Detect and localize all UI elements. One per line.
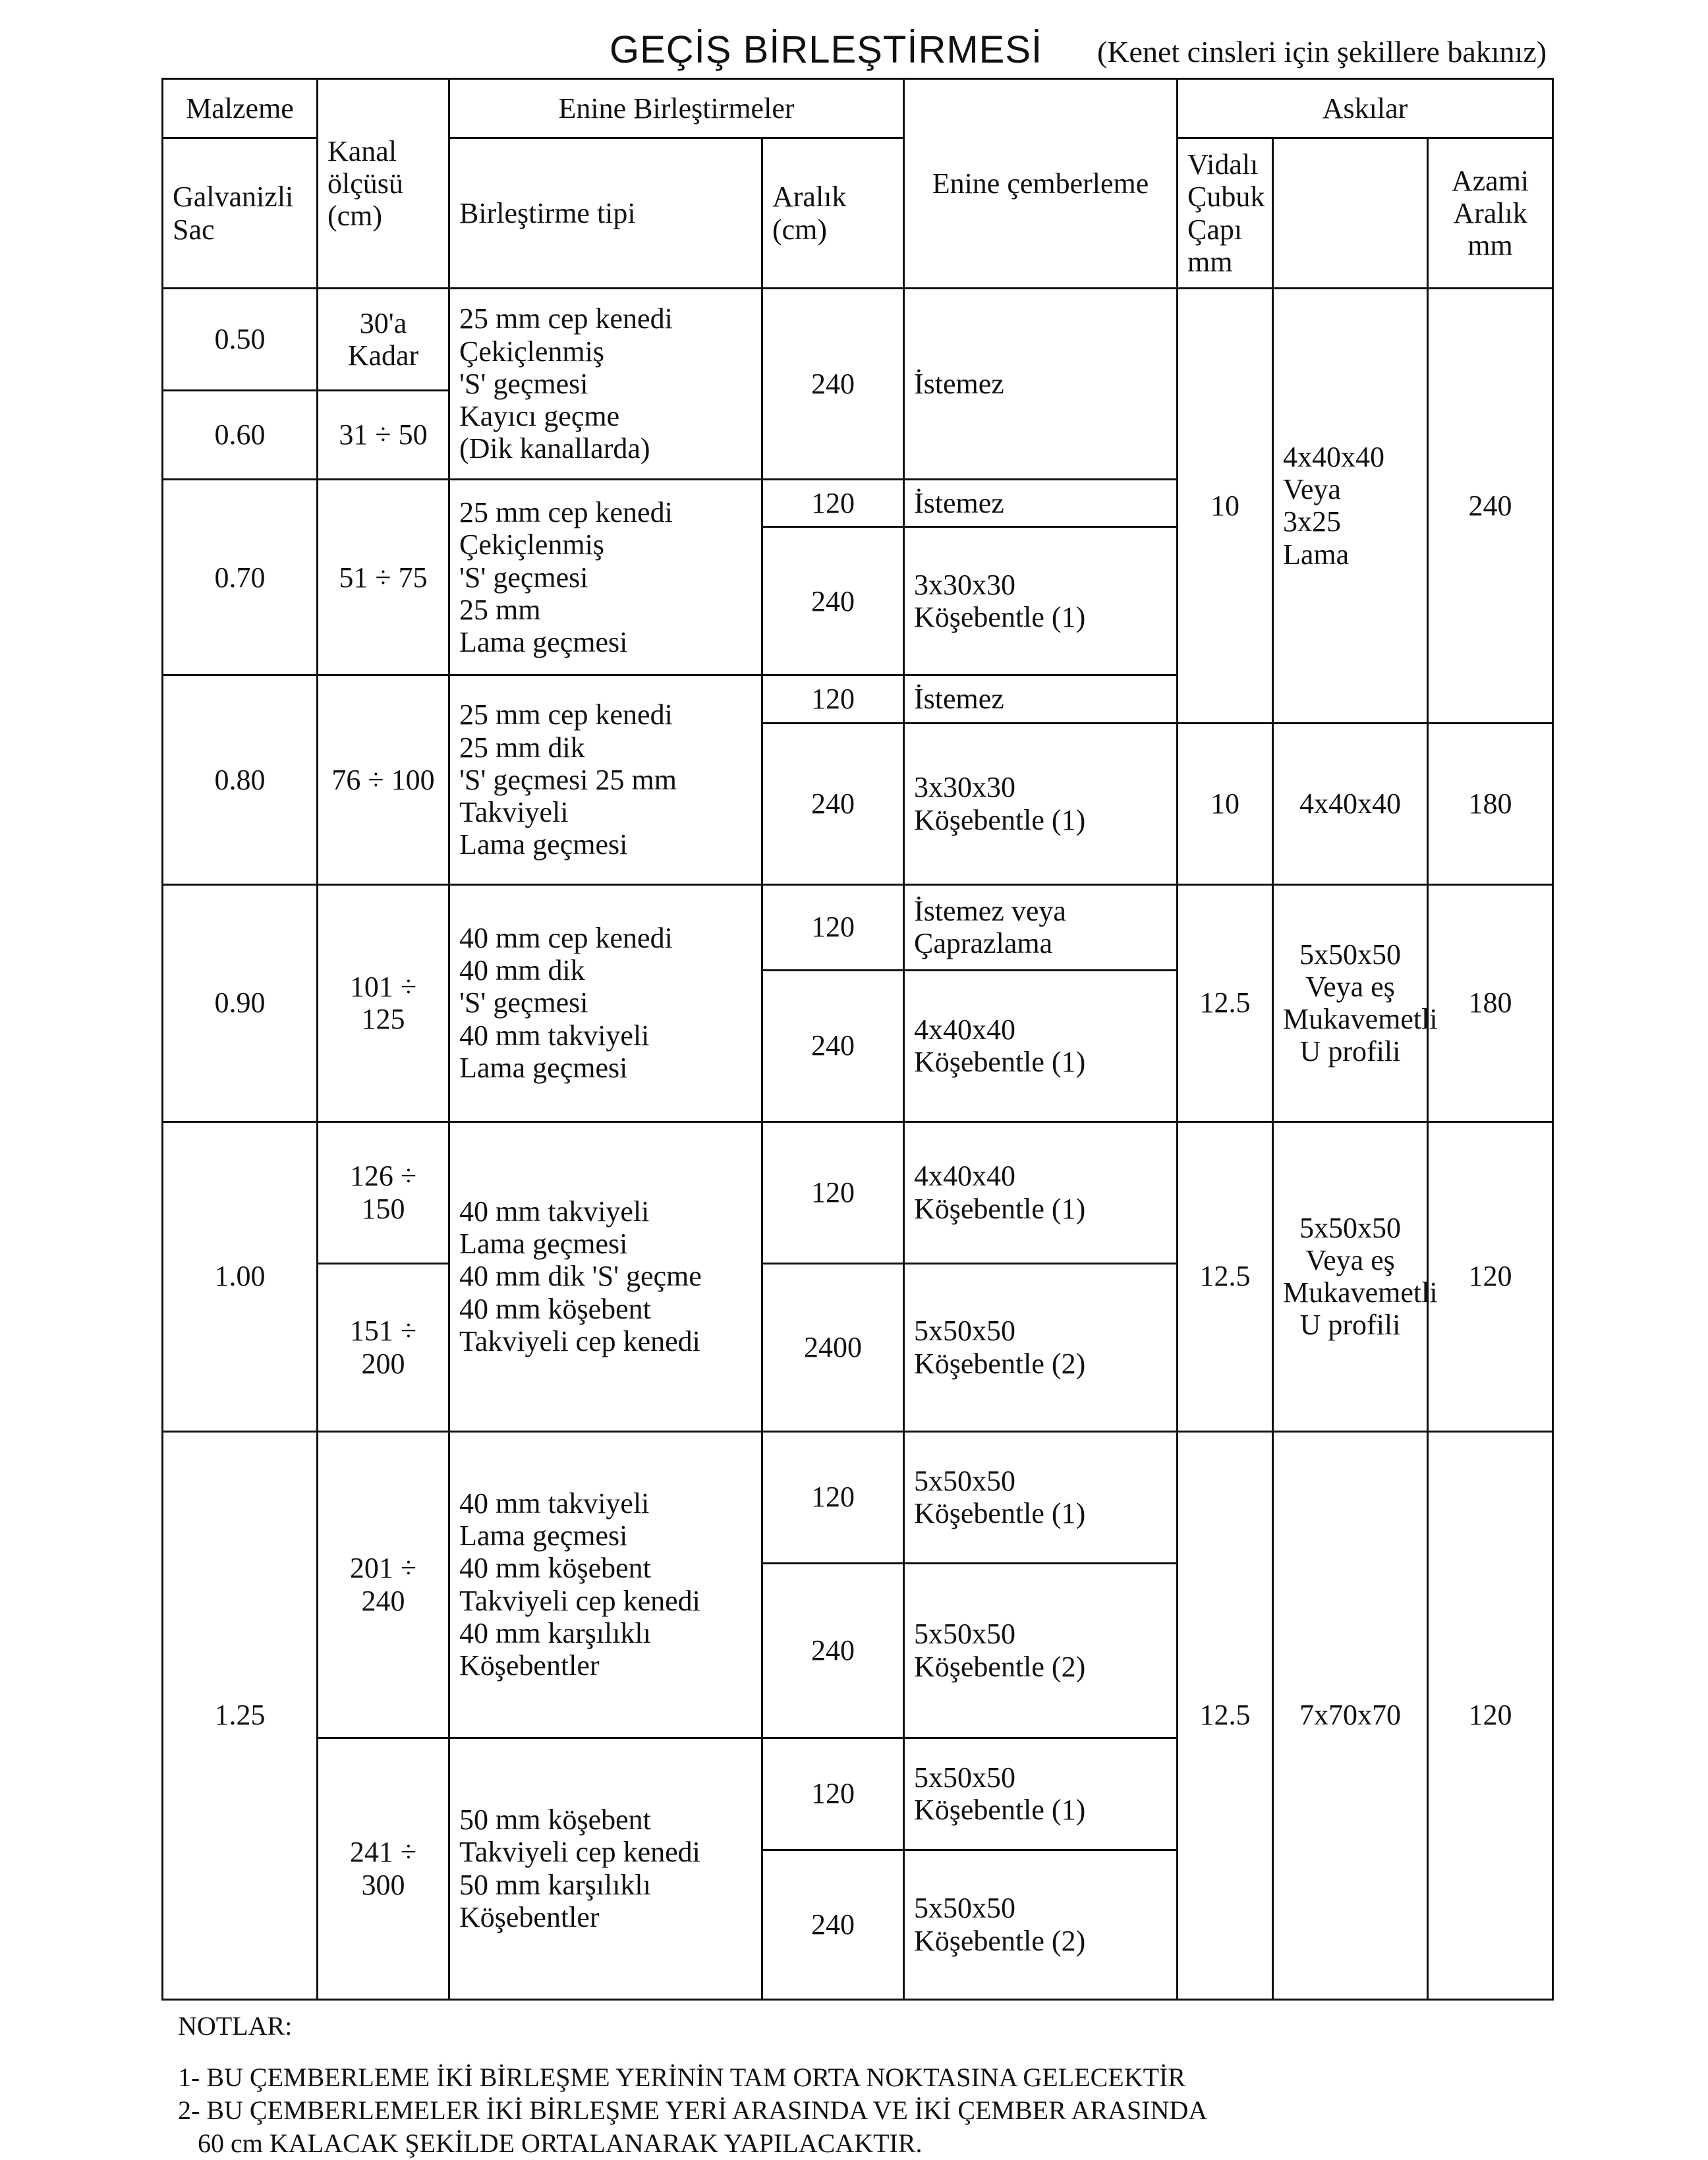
notes-section	[178, 2010, 1207, 2160]
header-malzeme: Malzeme	[163, 79, 318, 138]
thickness-cell: 0.80	[163, 675, 318, 884]
page-subtitle: (Kenet cinsleri için şekillere bakınız)	[1097, 35, 1547, 69]
spacing-cell: 120	[762, 675, 904, 723]
rod-diameter-cell: 10	[1178, 723, 1273, 884]
header-vidali-cubuk: Vidalı Çubuk Çapı mm	[1178, 138, 1273, 289]
spacing-cell: 240	[762, 970, 904, 1122]
spacing-cell: 240	[762, 527, 904, 675]
header-aralik: Aralık (cm)	[762, 138, 904, 289]
max-spacing-cell: 180	[1428, 884, 1553, 1122]
joint-type-cell: 40 mm cep kenedi 40 mm dik 'S' geçmesi 40 mm takviyeli Lama geçmesi	[449, 884, 762, 1122]
stiffener-cell: 4x40x40 Köşebentle (1)	[904, 970, 1178, 1122]
thickness-cell: 0.60	[163, 391, 318, 480]
spacing-cell: 120	[762, 1431, 904, 1563]
spacing-cell: 240	[762, 723, 904, 884]
header-galvanizli-sac: Galvanizli Sac	[163, 138, 318, 289]
duct-size-cell: 76 ÷ 100	[318, 675, 449, 884]
joint-type-cell: 40 mm takviyeli Lama geçmesi 40 mm köşebent Takviyeli cep kenedi 40 mm karşılıklı Köşebentler	[449, 1431, 762, 1738]
spacing-cell: 240	[762, 289, 904, 480]
max-spacing-cell: 240	[1428, 289, 1553, 724]
hanger-cell: 4x40x40	[1273, 723, 1428, 884]
spacing-cell: 120	[762, 1738, 904, 1850]
duct-size-cell: 201 ÷ 240	[318, 1431, 449, 1738]
stiffener-cell: İstemez veya Çaprazlama	[904, 884, 1178, 970]
note-2: 2- BU ÇEMBERLEMELER İKİ BİRLEŞME YERİ ARASINDA VE İKİ ÇEMBER ARASINDA	[178, 2095, 1208, 2125]
stiffener-cell: 5x50x50 Köşebentle (1)	[904, 1738, 1178, 1850]
hanger-cell: 5x50x50 Veya eş Mukavemetli U profili	[1273, 884, 1428, 1122]
stiffener-cell: 3x30x30 Köşebentle (1)	[904, 723, 1178, 884]
thickness-cell: 0.90	[163, 884, 318, 1122]
joint-type-cell: 25 mm cep kenedi 25 mm dik 'S' geçmesi 25 mm Takviyeli Lama geçmesi	[449, 675, 762, 884]
stiffener-cell: 4x40x40 Köşebentle (1)	[904, 1122, 1178, 1263]
max-spacing-cell: 120	[1428, 1122, 1553, 1431]
stiffener-cell: 5x50x50 Köşebentle (2)	[904, 1850, 1178, 1999]
rod-diameter-cell: 10	[1178, 289, 1273, 724]
duct-size-cell: 241 ÷ 300	[318, 1738, 449, 1999]
spacing-cell: 120	[762, 1122, 904, 1263]
joint-type-cell: 40 mm takviyeli Lama geçmesi 40 mm dik 'S' geçme 40 mm köşebent Takviyeli cep kenedi	[449, 1122, 762, 1431]
header-birlestirme-tipi: Birleştirme tipi	[449, 138, 762, 289]
hanger-cell: 5x50x50 Veya eş Mukavemetli U profili	[1273, 1122, 1428, 1431]
stiffener-cell: 5x50x50 Köşebentle (1)	[904, 1431, 1178, 1563]
duct-size-cell: 51 ÷ 75	[318, 480, 449, 675]
stiffener-cell: 3x30x30 Köşebentle (1)	[904, 527, 1178, 675]
header-azami-aralik: Azami Aralık mm	[1428, 138, 1553, 289]
thickness-cell: 0.50	[163, 289, 318, 391]
duct-size-cell: 101 ÷ 125	[318, 884, 449, 1122]
joint-type-cell: 25 mm cep kenedi Çekiçlenmiş 'S' geçmesi 25 mm Lama geçmesi	[449, 480, 762, 675]
note-1: 1- BU ÇEMBERLEME İKİ BİRLEŞME YERİNİN TAM ORTA NOKTASINA GELECEKTİR	[178, 2062, 1186, 2092]
joint-table	[161, 78, 1554, 2001]
joint-type-cell: 25 mm cep kenedi Çekiçlenmiş 'S' geçmesi Kayıcı geçme (Dik kanallarda)	[449, 289, 762, 480]
thickness-cell: 0.70	[163, 480, 318, 675]
duct-size-cell: 30'a Kadar	[318, 289, 449, 391]
header-enine-birlestirmeler: Enine Birleştirmeler	[449, 79, 904, 138]
rod-diameter-cell: 12.5	[1178, 1431, 1273, 1999]
page-title: GEÇİŞ BİRLEŞTİRMESİ	[610, 28, 1043, 71]
stiffener-cell: İstemez	[904, 480, 1178, 527]
duct-size-cell: 151 ÷ 200	[318, 1263, 449, 1431]
stiffener-cell: 5x50x50 Köşebentle (2)	[904, 1563, 1178, 1738]
stiffener-cell: 5x50x50 Köşebentle (2)	[904, 1263, 1178, 1431]
duct-size-cell: 31 ÷ 50	[318, 391, 449, 480]
spacing-cell: 120	[762, 884, 904, 970]
hanger-cell: 7x70x70	[1273, 1431, 1428, 1999]
spacing-cell: 2400	[762, 1263, 904, 1431]
max-spacing-cell: 120	[1428, 1431, 1553, 1999]
notes-title: NOTLAR:	[178, 2011, 293, 2041]
rod-diameter-cell: 12.5	[1178, 884, 1273, 1122]
thickness-cell: 1.00	[163, 1122, 318, 1431]
thickness-cell: 1.25	[163, 1431, 318, 1999]
spacing-cell: 120	[762, 480, 904, 527]
spacing-cell: 240	[762, 1563, 904, 1738]
header-askilar: Askılar	[1178, 79, 1553, 138]
max-spacing-cell: 180	[1428, 723, 1553, 884]
stiffener-cell: İstemez	[904, 675, 1178, 723]
header-aski-blank	[1273, 138, 1428, 289]
header-kanal-olcusu: Kanal ölçüsü (cm)	[318, 79, 449, 289]
rod-diameter-cell: 12.5	[1178, 1122, 1273, 1431]
duct-size-cell: 126 ÷ 150	[318, 1122, 449, 1263]
joint-type-cell: 50 mm köşebent Takviyeli cep kenedi 50 mm karşılıklı Köşebentler	[449, 1738, 762, 1999]
spacing-cell: 240	[762, 1850, 904, 1999]
stiffener-cell: İstemez	[904, 289, 1178, 480]
header-enine-cemberleme: Enine çemberleme	[904, 79, 1178, 289]
note-2-continued: 60 cm KALACAK ŞEKİLDE ORTALANARAK YAPILACAKTIR.	[198, 2128, 923, 2158]
hanger-cell: 4x40x40 Veya 3x25 Lama	[1273, 289, 1428, 724]
